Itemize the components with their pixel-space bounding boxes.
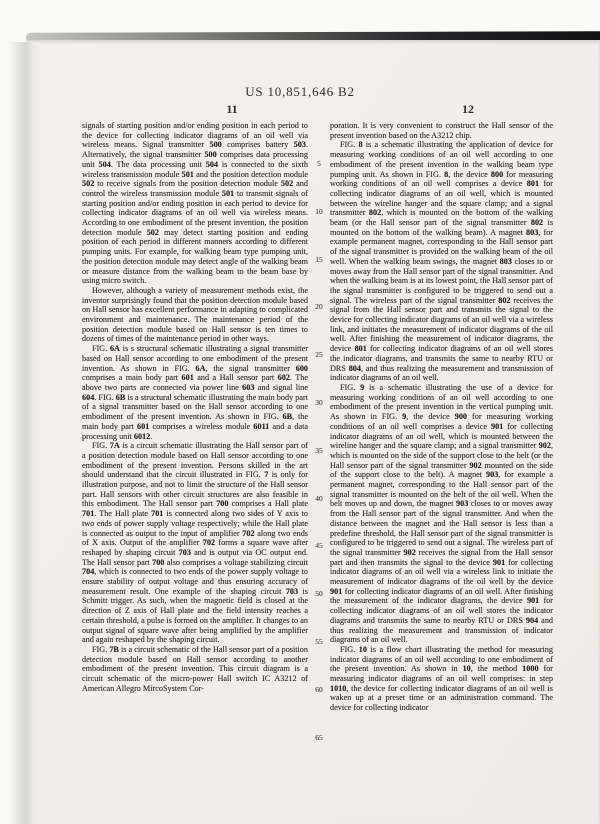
column-page-number-right: 12 — [462, 102, 474, 116]
line-number: 40 — [315, 493, 323, 503]
paragraph: However, although a variety of measurement methods exist, the inventor surprisingly found that the position detection module based on Hall sensor has excellent performance in adapting to complicated environment and maintenance. The maintenance period of the position detection module based on Hall sensor is ten times to dozens of times of the maintenance period in other ways. — [82, 285, 308, 344]
patent-page — [27, 40, 600, 824]
line-number: 15 — [315, 254, 323, 264]
page-spine-curl-edge — [8, 42, 40, 824]
left-column-text — [82, 121, 308, 693]
paragraph: FIG. 6A is s structural schematic illustrating a signal transmitter based on Hall sensor according to one embodiment of the present invention. As shown in FIG. 6A, the signal transmitter 600 comprises a main body part 601 and a Hall sensor part 602. The above two parts are connected via power line 603 and signal line 604. FIG. 6B is a structural schematic illustrating the main body part of a signal transmitter based on the Hall sensor according to one embodiment of the present invention. As shown in FIG. 6B, the main body part 601 comprises a wireless module 6011 and a data processing unit 6012. — [82, 344, 309, 441]
line-number: 25 — [315, 350, 323, 360]
line-number: 5 — [317, 159, 321, 168]
line-number: 60 — [315, 684, 323, 694]
paragraph: FIG. 10 is a flow chart illustrating the method for measuring indicator diagrams of an oil well according to one embodiment of the present invention. As shown in 10, the method 1000 for measuring indicator diagrams of an oil well comprises: in step 1010, the device for collecting indicator diagrams of an oil well is waken up at a preset time or an administration command. The device for collecting indicator — [330, 644, 554, 713]
gutter-line-numbers — [311, 40, 327, 824]
patent-number-header: US 10,851,646 B2 — [245, 84, 355, 99]
line-number: 35 — [315, 445, 323, 455]
paragraph: poration. It is very convenient to construct the Hall sensor of the present invention based on the A3212 chip. — [330, 121, 553, 140]
line-number: 55 — [315, 637, 323, 646]
column-page-number-left: 11 — [226, 102, 238, 116]
line-number: 65 — [315, 732, 323, 742]
paragraph: FIG. 7A is a circuit schematic illustrating the Hall sensor part of a position detection module based on Hall sensor according to one embodiment of the present invention. Persons skilled in the art should understand that the circuit illustrated in FIG. 7 is only for illustration purpose, and not to limit the structure of the Hall sensor part. Hall sensors with other circuit structures are also feasible in this embodiment. The Hall sensor part 700 comprises a Hall plate 701. The Hall plate 701 is connected along two sides of Y axis to two ends of power supply voltage respectively; while the Hall plate is connected as output to the input of amplifier 702 along two ends of X axis. Output of the amplifier 702 forms a square wave after reshaped by shaping circuit 703 and is output via OC output end. The Hall sensor part 700 also comprises a voltage stabilizing circuit 704, which is connected to two ends of the power supply voltage to ensure stability of output voltage and thus ensuring accuracy of measurement result. One example of the shaping circuit 703 is Schmitt trigger. As such, when the magnetic field is closed at the direction of Z axis of Hall plate and the field intensity reaches a certain threshold, a pulse is formed on the amplifier. It changes to an output signal of square wave after being amplified by the amplifier and again reshaped by the shaping circuit. — [82, 441, 309, 645]
right-column-text — [330, 121, 553, 713]
line-number: 20 — [315, 302, 323, 312]
line-number: 10 — [315, 206, 323, 216]
paragraph: FIG. 8 is a schematic illustrating the application of device for measuring working conditions of an oil well according to one embodiment of the present invention in the walking beam type pumping unit. As shown in FIG. 8, the device 800 for measuring working conditions of an oil well comprises a device 801 for collecting indicator diagrams of an oil well, which is mounted between the wireline hanger and the square clamp; and a signal transmitter 802, which is mounted on the bottom of the walking beam (or the Hall sensor part of the signal transmitter 802 is mounted on the bottom of the walking beam). A magnet 803, for example permanent magnet, corresponding to the Hall sensor part of the signal transmitter is provided on the walking beam of the oil well. When the walking beam swings, the magnet 803 closes to or moves away from the Hall sensor part of the signal transmitter. And when the walking beam is at its lowest point, the Hall sensor part of the signal transmitter is configured to be triggered to send out a signal. The wireless part of the signal transmitter 802 receives the signal from the Hall sensor part and transmits the signal to the device for collecting indicator diagrams of an oil well via a wireless link, and initiates the measurement of indicator diagrams of the oil well. After finishing the measurement of indicator diagrams, the device 801 for collecting indicator diagrams of an oil well stores the indicator diagrams, and transmits the same to nearby RTU or DRS 804, and thus realizing the measurement and transmission of indicator diagrams of an oil well. — [330, 140, 554, 383]
paragraph: signals of starting position and/or ending position in each period to the device for collecting indicator diagrams of an oil well via wireless means. Signal transmitter 500 comprises battery 503. Alternatively, the signal transmitter 500 comprises data processing unit 504. The data processing unit 504 is connected to the sixth wireless transmission module 501 and the position detection module 502 to receive signals from the position detection module 502 and control the wireless transmission module 501 to transmit signals of starting position and/or ending position in each period to device for collecting indicator diagrams of an oil well via wireless means. According to one embodiment of the present invention, the position detection module 502 may detect starting position and ending position of each period in different manners according to different pumping units. For example, for walking beam type pumping unit, the position detection module may detect angle of the walking beam or measure distance from the walking beam to the beam base by using micro switch. — [82, 121, 309, 286]
line-number: 30 — [315, 398, 323, 407]
line-number: 45 — [315, 541, 323, 551]
paragraph: FIG. 7B is a circuit schematic of the Hall sensor part of a position detection module based on Hall sensor according to another embodiment of the present invention. This circuit diagram is a circuit schematic of the micro-power Hall switch IC A3212 of American Allegro MircoSystem Cor- — [82, 644, 308, 693]
paragraph: FIG. 9 is a schematic illustrating the use of a device for measuring working conditions of an oil well according to one embodiment of the present invention in the vertical pumping unit. As shown in FIG. 9, the device 900 for measuring working conditions of an oil well comprises a device 901 for collecting indicator diagrams of an oil well, which is mounted between the wireline hanger and the square clamp; and a signal transmitter 902, which is mounted on the side of the support close to the belt (or the Hall sensor part of the signal transmitter 902 mounted on the side of the support close to the belt). A magnet 903, for example a permanent magnet, corresponding to the Hall sensor part of the signal transmitter is mounted on the belt of the oil well. When the belt moves up and down, the magnet 903 closes to or moves away from the Hall sensor part of the signal transmitter. And when the distance between the magnet and the Hall sensor is less than a predefine threshold, the Hall sensor part of the signal transmitter is configured to be triggered to send out a signal. The wireless part of the signal transmitter 902 receives the signal from the Hall sensor part and then transmits the signal to the device 901 for collecting indicator diagrams of an oil well via a wireless link to initiate the measurement of indicator diagrams of the oil well by the device 901 for collecting indicator diagrams of an oil well. After finishing the measurement of the indicator diagrams, the device 901 for collecting indicator diagrams of an oil well stores the indicator diagrams and transmits the same to nearby RTU or DRS 904 and thus realizing the measurement and transmission of indicator diagrams of an oil well. — [330, 382, 554, 645]
line-number: 50 — [315, 589, 323, 599]
